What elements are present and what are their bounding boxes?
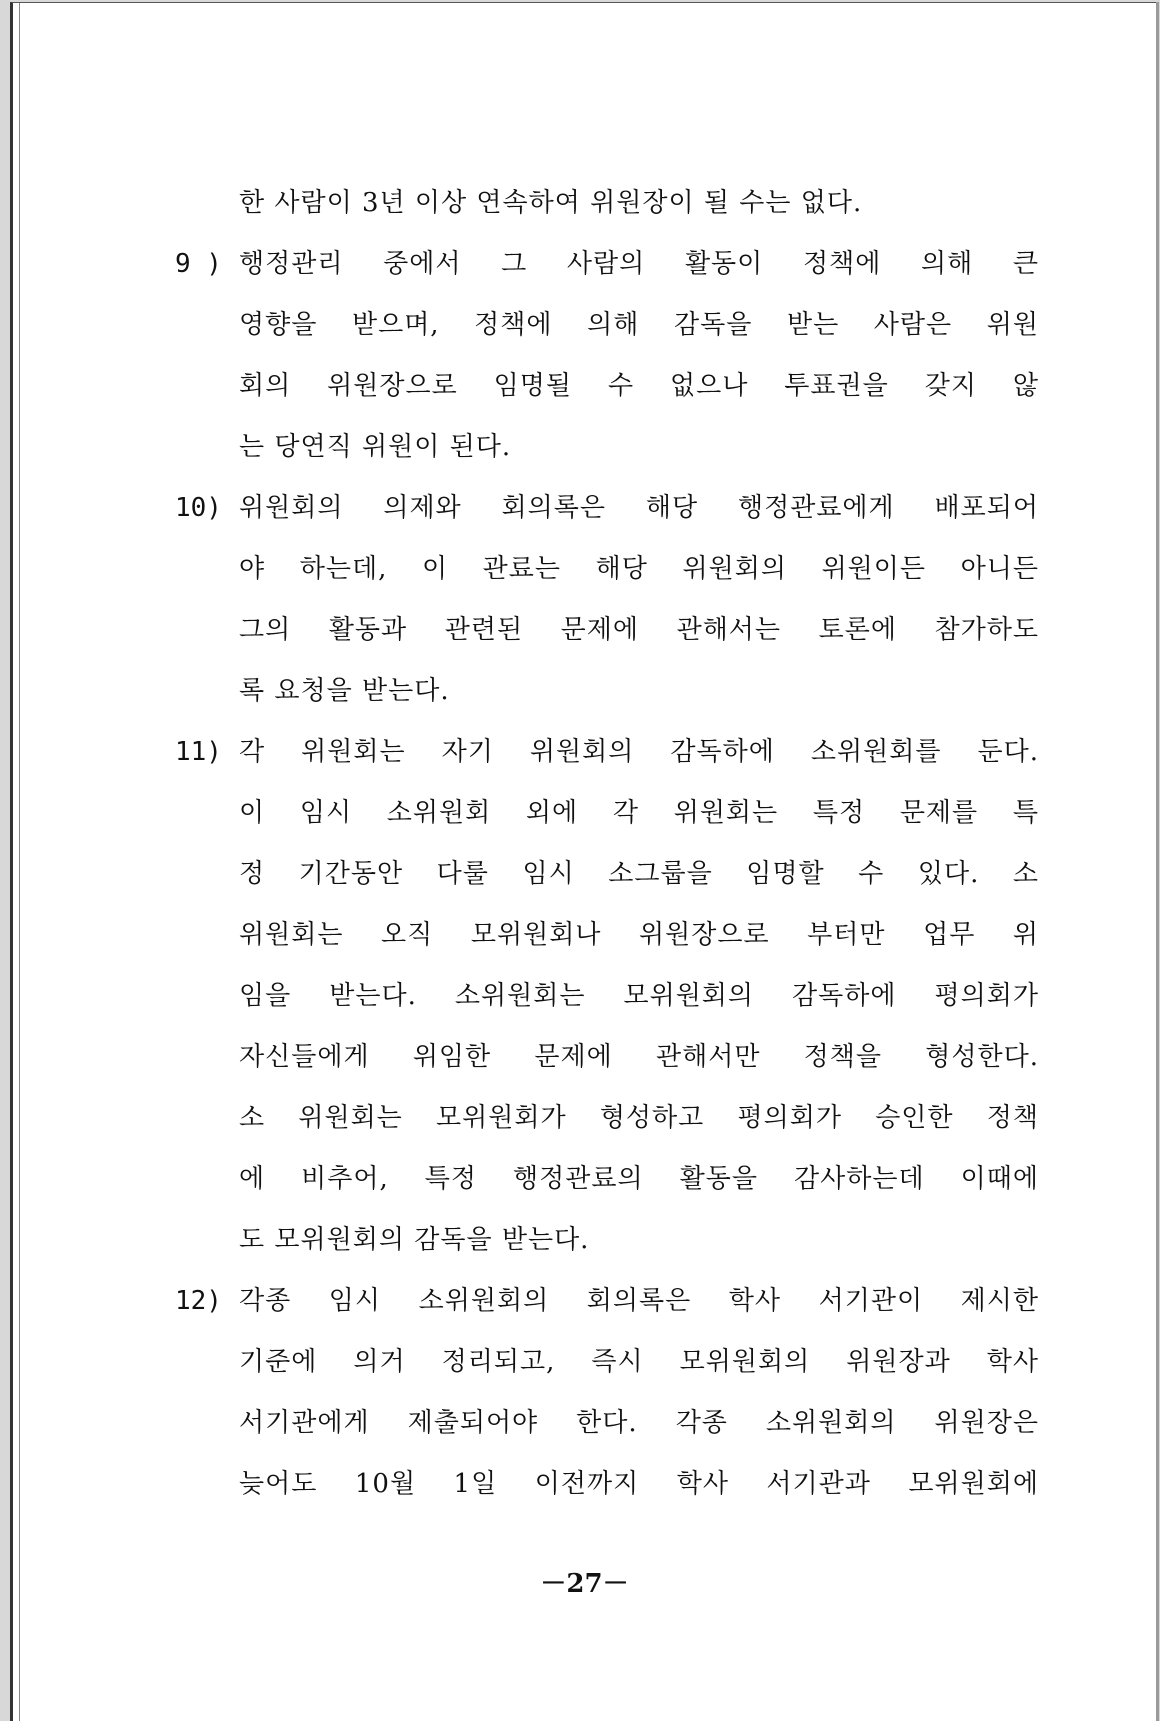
text-line: 그의 활동과 관련된 문제에 관해서는 토론에 참가하도 [239,615,1039,645]
text-line: 에 비추어, 특정 행정관료의 활동을 감사하는데 이때에 [239,1164,1039,1194]
text-line: 자신들에게 위임한 문제에 관해서만 정책을 형성한다. [239,1042,1039,1072]
text-line: 위원회는 오직 모위원회나 위원장으로 부터만 업무 위 [239,920,1039,950]
text-line: 야 하는데, 이 관료는 해당 위원회의 위원이든 아니든 [239,554,1039,584]
continuation-paragraph [13,173,1156,234]
text-line: 이 임시 소위원회 외에 각 위원회는 특정 문제를 특 [239,798,1039,828]
text-line: 정 기간동안 다룰 임시 소그룹을 임명할 수 있다. 소 [239,859,1039,889]
text-line: 서기관에게 제출되어야 한다. 각종 소위원회의 위원장은 [239,1408,1039,1438]
text-line: 늦어도 10월 1일 이전까지 학사 서기관과 모위원회에 [239,1469,1039,1499]
item-12 [13,1271,1156,1515]
text-line: 임을 받는다. 소위원회는 모위원회의 감독하에 평의회가 [239,981,1039,1011]
item-number: 10) [175,493,222,523]
page-number: －27－ [540,1569,629,1599]
text-line: 각 위원회는 자기 위원회의 감독하에 소위원회를 둔다. [239,737,1039,767]
text-line: 소 위원회는 모위원회가 형성하고 평의회가 승인한 정책 [239,1103,1039,1133]
text-line: 위원회의 의제와 회의록은 해당 행정관료에게 배포되어 [239,493,1039,523]
text-line: 한 사람이 3년 이상 연속하여 위원장이 될 수는 없다. [239,188,863,218]
text-line: 행정관리 중에서 그 사람의 활동이 정책에 의해 큰 [239,249,1039,279]
text-line: 각종 임시 소위원회의 회의록은 학사 서기관이 제시한 [239,1286,1039,1316]
text-line: 영향을 받으며, 정책에 의해 감독을 받는 사람은 위원 [239,310,1039,340]
item-number: 11) [175,737,222,767]
item-number: 12) [175,1286,222,1316]
text-line: 도 모위원회의 감독을 받는다. [239,1225,590,1255]
text-line: 는 당연직 위원이 된다. [239,432,512,462]
text-line: 회의 위원장으로 임명될 수 없으나 투표권을 갖지 않 [239,371,1039,401]
document-body [13,173,1156,1515]
item-11 [13,722,1156,1271]
text-line: 기준에 의거 정리되고, 즉시 모위원회의 위원장과 학사 [239,1347,1039,1377]
text-line: 록 요청을 받는다. [239,676,450,706]
document-page [10,2,1156,1721]
item-9 [13,234,1156,478]
item-number: 9 ) [175,249,222,279]
item-10 [13,478,1156,722]
